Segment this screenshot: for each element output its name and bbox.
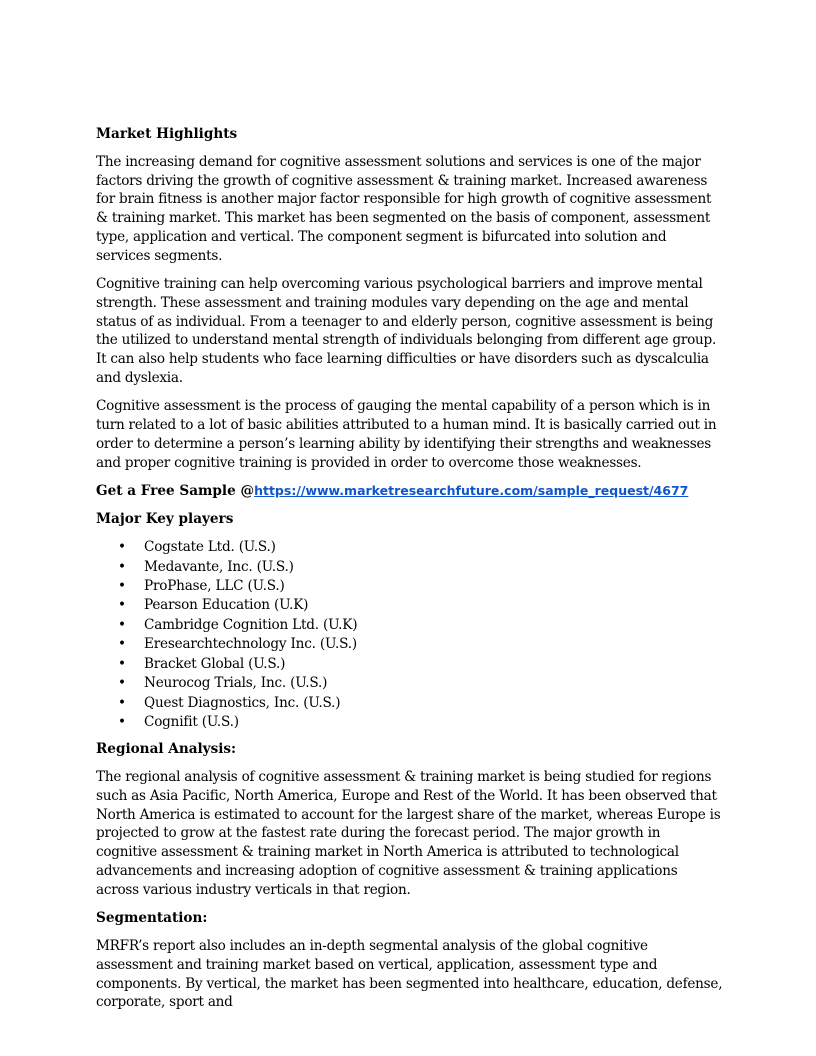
paragraph-highlights-2: Cognitive training can help overcoming various psychological barriers and improve mental strength. These assessment and training modules vary depending on the age and mental status of as individual. From a teenager to and elderly person, cognitive assessment is being the utilized to understand mental strength of individuals belonging from different age group. It can also help students who face learning difficulties or have disorders such as dyscalculia and dyslexia. xyxy=(96,276,717,386)
bullet-icon: • xyxy=(118,616,126,633)
player-name: Cambridge Cognition Ltd. (U.K) xyxy=(144,616,358,633)
bullet-icon: • xyxy=(118,636,126,653)
key-players-list xyxy=(96,538,724,732)
list-item xyxy=(96,655,724,674)
heading-segmentation: Segmentation: xyxy=(96,910,208,927)
free-sample-line xyxy=(96,482,724,500)
list-item xyxy=(96,635,724,654)
sample-request-link[interactable]: https://www.marketresearchfuture.com/sample_request/4677 xyxy=(254,483,689,499)
paragraph-segmentation: MRFR’s report also includes an in-depth segmental analysis of the global cognitive assessment and training market based on vertical, application, assessment type and components. By vertical, the market has been segmented into healthcare, education, defense, corporate, sport and xyxy=(96,938,723,1011)
heading-key-players: Major Key players xyxy=(96,511,234,528)
player-name: ProPhase, LLC (U.S.) xyxy=(144,578,285,595)
heading-regional-analysis: Regional Analysis: xyxy=(96,741,237,758)
bullet-icon: • xyxy=(118,694,126,711)
bullet-icon: • xyxy=(118,713,126,730)
bullet-icon: • xyxy=(118,539,126,556)
list-item xyxy=(96,596,724,615)
paragraph-highlights-1: The increasing demand for cognitive assessment solutions and services is one of the major factors driving the growth of cognitive assessment & training market. Increased awareness for brain fitness is another major factor responsible for high growth of cognitive assessment & training market. This market has been segmented on the basis of component, assessment type, application and vertical. The component segment is bifurcated into solution and services segments. xyxy=(96,154,712,264)
list-item xyxy=(96,694,724,713)
list-item xyxy=(96,577,724,596)
player-name: Medavante, Inc. (U.S.) xyxy=(144,558,294,575)
list-item xyxy=(96,713,724,732)
bullet-icon: • xyxy=(118,578,126,595)
player-name: Neurocog Trials, Inc. (U.S.) xyxy=(144,675,328,692)
player-name: Eresearchtechnology Inc. (U.S.) xyxy=(144,636,357,653)
paragraph-highlights-3: Cognitive assessment is the process of gauging the mental capability of a person which is in turn related to a lot of basic abilities attributed to a human mind. It is basically carried out in order to determine a person’s learning ability by identifying their strengths and weaknesses and proper cognitive training is provided in order to overcome those weaknesses. xyxy=(96,398,717,471)
document-body xyxy=(96,125,724,1022)
bullet-icon: • xyxy=(118,675,126,692)
heading-market-highlights: Market Highlights xyxy=(96,126,238,142)
player-name: Bracket Global (U.S.) xyxy=(144,655,286,672)
list-item xyxy=(96,616,724,635)
list-item xyxy=(96,674,724,693)
player-name: Cogstate Ltd. (U.S.) xyxy=(144,539,276,556)
bullet-icon: • xyxy=(118,558,126,575)
bullet-icon: • xyxy=(118,597,126,614)
paragraph-regional: The regional analysis of cognitive assessment & training market is being studied for regions such as Asia Pacific, North America, Europe and Rest of the World. It has been observed that North America is estimated to account for the largest share of the market, whereas Europe is projected to grow at the fastest rate during the forecast period. The major growth in cognitive assessment & training market in North America is attributed to technological advancements and increasing adoption of cognitive assessment & training applications across various industry verticals in that region. xyxy=(96,769,721,898)
player-name: Cognifit (U.S.) xyxy=(144,713,239,730)
free-sample-label: Get a Free Sample @ xyxy=(96,483,255,500)
list-item xyxy=(96,558,724,577)
bullet-icon: • xyxy=(118,655,126,672)
player-name: Quest Diagnostics, Inc. (U.S.) xyxy=(144,694,341,711)
list-item xyxy=(96,538,724,557)
player-name: Pearson Education (U.K) xyxy=(144,597,309,614)
